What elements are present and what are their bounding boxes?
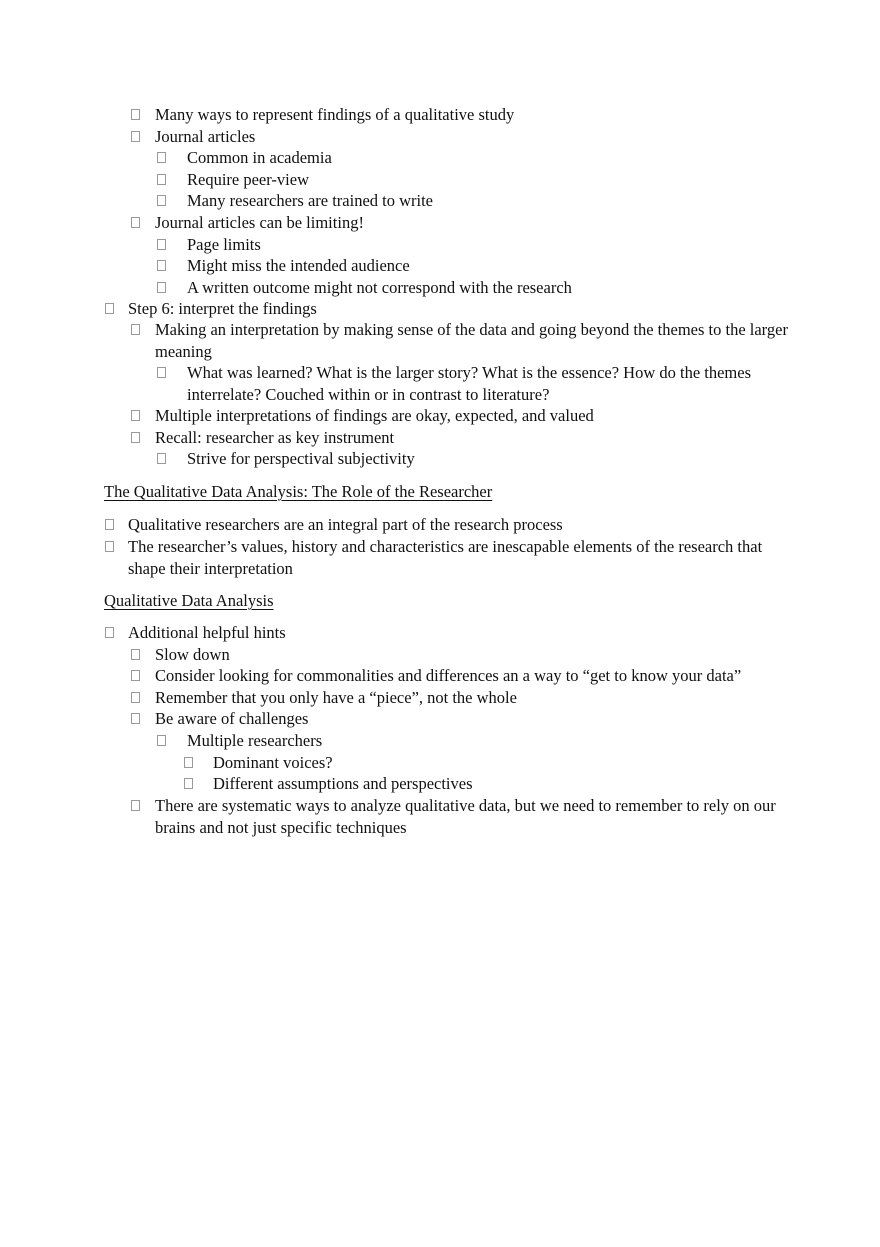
list-item: Many researchers are trained to write: [157, 190, 797, 212]
list-item: Recall: researcher as key instrument: [131, 427, 800, 449]
bullet-box-icon: [105, 627, 114, 638]
bullet-box-icon: [105, 303, 114, 314]
section-heading: Qualitative Data Analysis: [104, 591, 274, 610]
bullet-box-icon: [157, 282, 166, 293]
list-item: Making an interpretation by making sense of the data and going beyond the themes to the larger meaning: [131, 319, 800, 362]
list-item: Journal articles: [131, 126, 795, 148]
bullet-box-icon: [157, 174, 166, 185]
list-item: Journal articles can be limiting!: [131, 212, 795, 234]
list-item: Might miss the intended audience: [157, 255, 797, 277]
bullet-box-icon: [131, 713, 140, 724]
list-item: The researcher’s values, history and characteristics are inescapable elements of the research that shape their interpretation: [105, 536, 793, 579]
bullet-box-icon: [131, 410, 140, 421]
bullet-box-icon: [131, 649, 140, 660]
list-item: Be aware of challenges: [131, 708, 815, 730]
list-item: Additional helpful hints: [105, 622, 798, 644]
list-item: What was learned? What is the larger story? What is the essence? How do the themes interrelate? Couched within or in contrast to literature?: [157, 362, 810, 405]
list-item: Multiple researchers: [157, 730, 797, 752]
bullet-box-icon: [131, 324, 140, 335]
list-item: Remember that you only have a “piece”, not the whole: [131, 687, 815, 709]
list-item: Qualitative researchers are an integral part of the research process: [105, 514, 793, 536]
bullet-box-icon: [157, 735, 166, 746]
list-item: There are systematic ways to analyze qualitative data, but we need to remember to rely on our brains and not just specific techniques: [131, 795, 790, 838]
bullet-box-icon: [131, 217, 140, 228]
list-item: Common in academia: [157, 147, 797, 169]
bullet-box-icon: [157, 195, 166, 206]
bullet-box-icon: [157, 367, 166, 378]
bullet-box-icon: [157, 260, 166, 271]
list-item: Consider looking for commonalities and differences an a way to “get to know your data”: [131, 665, 835, 687]
bullet-box-icon: [105, 519, 114, 530]
bullet-box-icon: [131, 131, 140, 142]
list-item: Page limits: [157, 234, 797, 256]
bullet-box-icon: [184, 757, 193, 768]
bullet-box-icon: [157, 239, 166, 250]
list-item: Strive for perspectival subjectivity: [157, 448, 797, 470]
list-item: Require peer-view: [157, 169, 797, 191]
bullet-box-icon: [131, 432, 140, 443]
list-item: Many ways to represent findings of a qualitative study: [131, 104, 795, 126]
bullet-box-icon: [131, 692, 140, 703]
list-item: Dominant voices?: [184, 752, 803, 774]
list-item: A written outcome might not correspond with the research: [157, 277, 797, 299]
bullet-box-icon: [131, 670, 140, 681]
bullet-box-icon: [131, 800, 140, 811]
bullet-box-icon: [157, 152, 166, 163]
list-item: Different assumptions and perspectives: [184, 773, 803, 795]
section-heading: The Qualitative Data Analysis: The Role of the Researcher: [104, 482, 493, 501]
bullet-box-icon: [105, 541, 114, 552]
bullet-box-icon: [131, 109, 140, 120]
bullet-box-icon: [157, 453, 166, 464]
list-item: Multiple interpretations of findings are okay, expected, and valued: [131, 405, 800, 427]
bullet-box-icon: [184, 778, 193, 789]
list-item: Step 6: interpret the findings: [105, 298, 798, 320]
list-item: Slow down: [131, 644, 815, 666]
